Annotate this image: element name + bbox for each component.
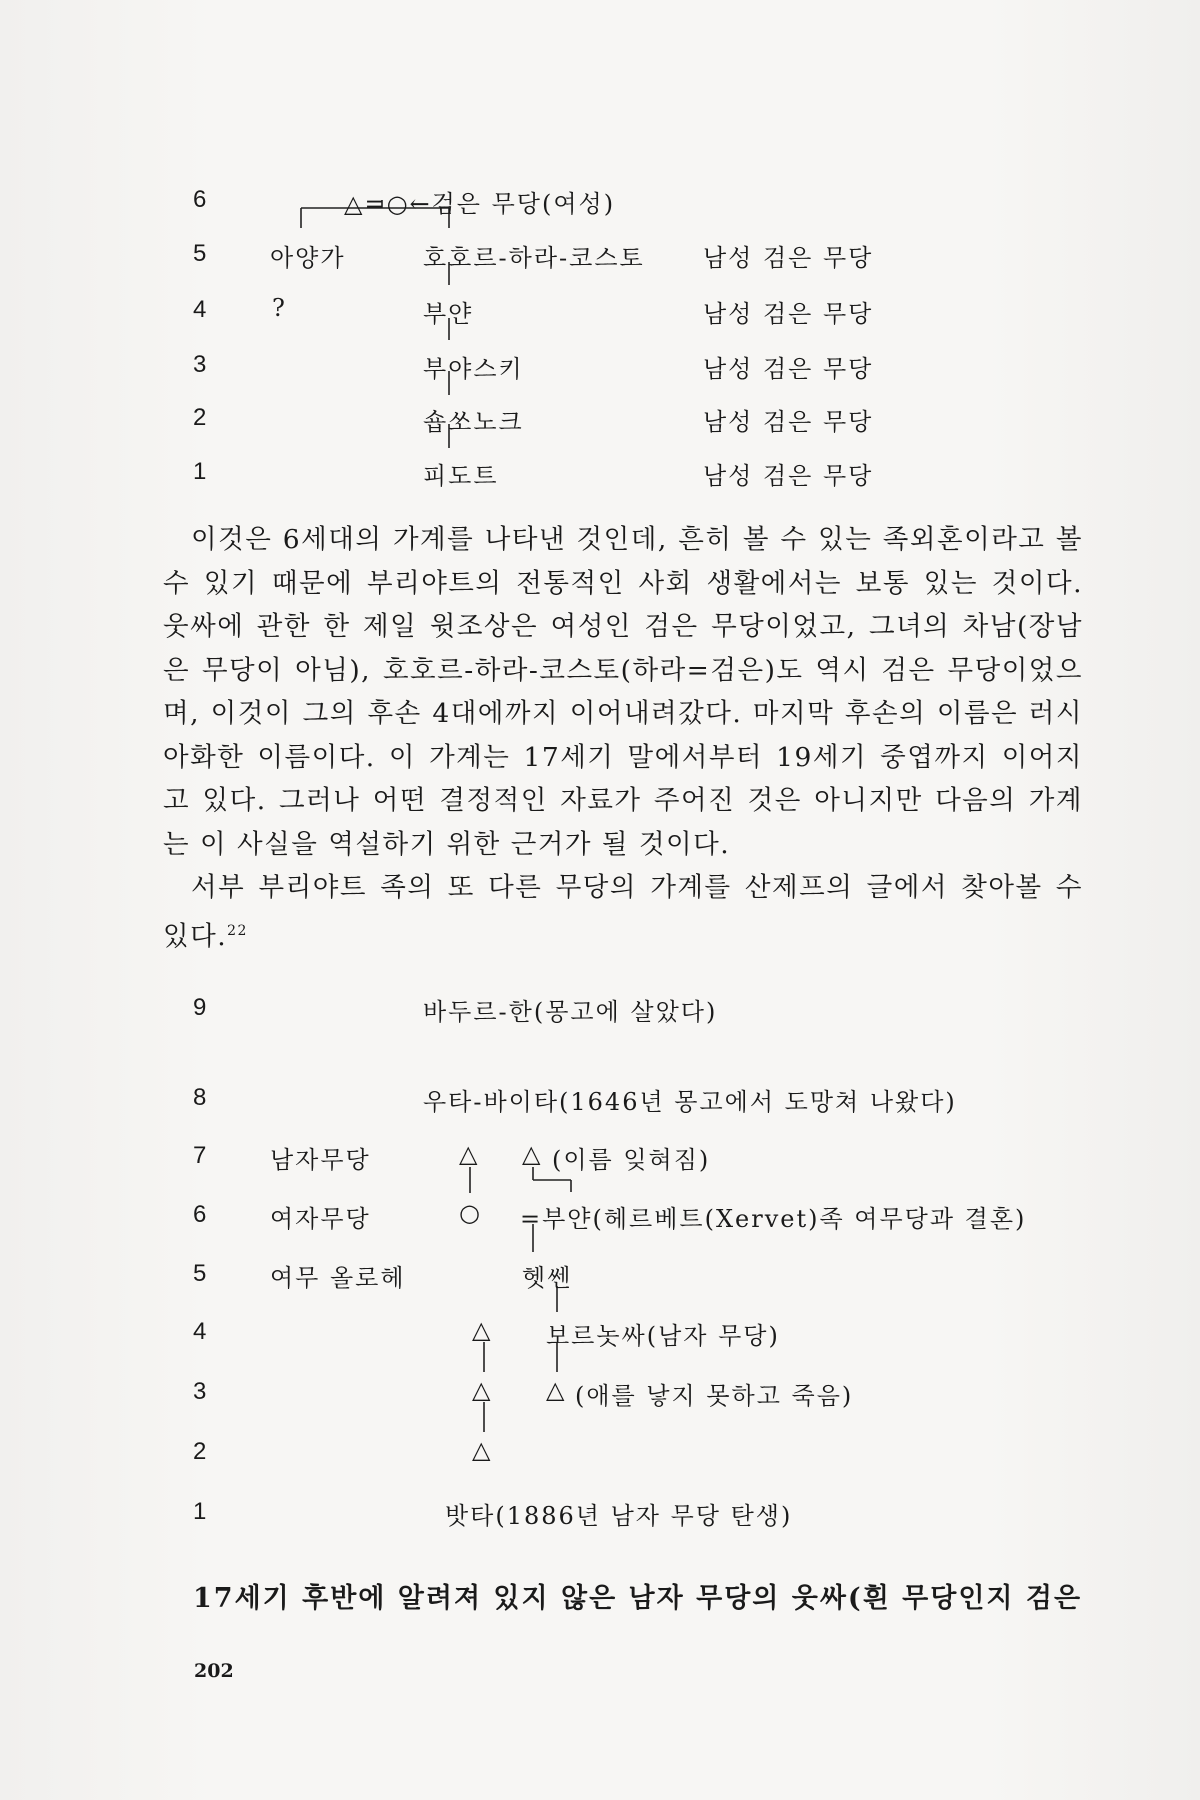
body-text (163, 518, 1083, 958)
tree2-symbol-b-3: △ (546, 1376, 567, 1404)
tree2-gen-8: 8 (193, 1084, 207, 1111)
tree2-gen-9: 9 (193, 994, 207, 1021)
tree1-gen-4: 4 (193, 296, 207, 323)
tree1-name-5: 호호르-하라-코스토 (423, 244, 645, 272)
tree1-root-label: △=○←검은 무당(여성) (344, 190, 616, 218)
tree1-role-4: 남성 검은 무당 (703, 300, 874, 328)
tree1-name-2: 숍쏘노크 (423, 408, 524, 436)
tree2-gen-6: 6 (193, 1201, 207, 1228)
tree1-gen-6: 6 (193, 186, 207, 213)
tree1-gen-5: 5 (193, 240, 207, 267)
tree2-gen-5: 5 (193, 1260, 207, 1287)
footnote-ref: 22 (227, 922, 248, 939)
tree1-gen-2: 2 (193, 404, 207, 431)
tree2-text-5: 헷쎈 (522, 1264, 573, 1292)
tree2-text-8: 우타-바이타(1646년 몽고에서 도망쳐 나왔다) (423, 1088, 957, 1116)
tree1-role-3: 남성 검은 무당 (703, 355, 874, 383)
tree1-role-5: 남성 검은 무당 (703, 244, 874, 272)
tree2-symbol-b-7: △ (522, 1140, 543, 1168)
tree2-text-3: (애를 낳지 못하고 죽음) (575, 1382, 854, 1410)
tree2-symbol-a-7: △ (459, 1140, 480, 1168)
tree2-gen-7: 7 (193, 1142, 207, 1169)
tree1-left-4: ? (272, 294, 287, 322)
tree1-name-4: 부얀 (423, 300, 474, 328)
page-number: 202 (194, 1660, 234, 1682)
tree2-gen-2: 2 (193, 1438, 207, 1465)
tree1-name-1: 피도트 (423, 462, 499, 490)
paragraph-2-text: 서부 부리야트 족의 또 다른 무당의 가계를 산제프의 글에서 찾아볼 수 있다. (163, 872, 1083, 952)
tree2-text-1: 밧타(1886년 남자 무당 탄생) (445, 1502, 793, 1530)
paragraph-1: 이것은 6세대의 가계를 나타낸 것인데, 흔히 볼 수 있는 족외혼이라고 볼 수 있기 때문에 부리야트의 전통적인 사회 생활에서는 보통 있는 것이다. 웃싸에 관한 한 제일 윗조상은 여성인 검은 무당이었고, 그녀의 차남(장남은 무당이 아님), 호호르-하라-코스토(하라=검은)도 역시 검은 무당이었으며, 이것이 그의 후손 4대에까지 이어내려갔다. 마지막 후손의 이름은 러시아화한 이름이다. 이 가계는 17세기 말에서부터 19세기 중엽까지 이어지고 있다. 그러나 어떤 결정적인 자료가 주어진 것은 아니지만 다음의 가계는 이 사실을 역설하기 위한 근거가 될 것이다. (163, 524, 1083, 860)
tree2-gen-1: 1 (193, 1498, 207, 1525)
tree2-left-5: 여무 올로헤 (270, 1264, 406, 1292)
tree2-text-6: =부얀(헤르베트(Xervet)족 여무당과 결혼) (520, 1205, 1027, 1233)
tree2-symbol-a-3: △ (472, 1376, 493, 1404)
tree1-left-5: 아양가 (270, 244, 346, 272)
tree2-text-9: 바두르-한(몽고에 살았다) (423, 998, 718, 1026)
tree1-name-3: 부야스키 (423, 355, 524, 383)
tree2-text-4: 보르놋싸(남자 무당) (546, 1322, 780, 1350)
tree2-symbol-a-2: △ (472, 1436, 493, 1464)
paragraph-2 (163, 866, 1083, 958)
tree2-left-7: 남자무당 (270, 1146, 371, 1174)
tree1-gen-3: 3 (193, 351, 207, 378)
tree2-left-6: 여자무당 (270, 1205, 371, 1233)
closing-line: 17세기 후반에 알려져 있지 않은 남자 무당의 웃싸(흰 무당인지 검은 (193, 1583, 1083, 1614)
tree1-role-2: 남성 검은 무당 (703, 408, 874, 436)
tree1-role-1: 남성 검은 무당 (703, 462, 874, 490)
tree2-gen-3: 3 (193, 1378, 207, 1405)
tree2-symbol-a-4: △ (472, 1316, 493, 1344)
tree2-symbol-a-6: ○ (459, 1199, 482, 1227)
tree1-gen-1: 1 (193, 458, 207, 485)
tree2-gen-4: 4 (193, 1318, 207, 1345)
tree2-text-7: (이름 잊혀짐) (552, 1146, 711, 1174)
